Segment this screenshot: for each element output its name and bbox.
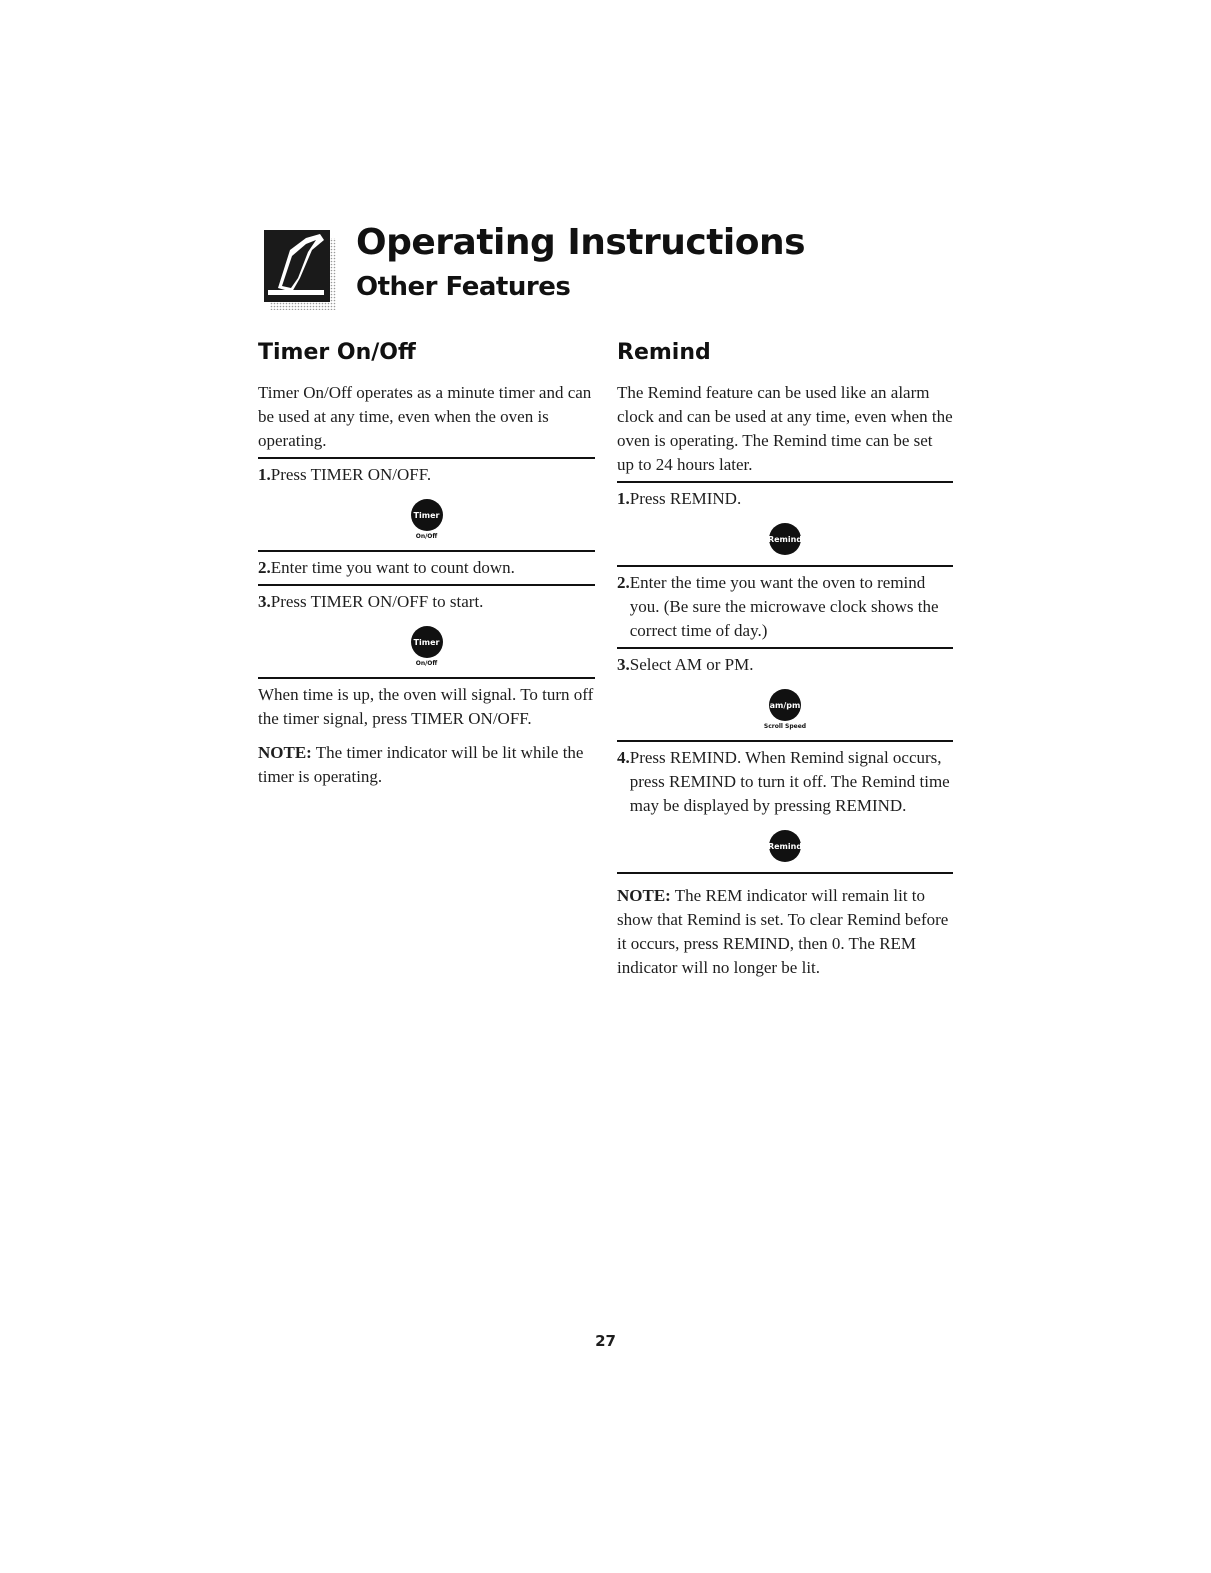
remind-intro: The Remind feature can be used like an alarm clock and can be used at any time, even when the oven is operating. The Remind time can be set up to 24 hours later. (617, 383, 953, 474)
timer-step-1 (258, 459, 595, 552)
ampm-button-illustration (617, 681, 953, 740)
remind-step-2 (617, 567, 953, 649)
timer-button-sublabel: On/Off (415, 660, 438, 667)
step-number: 1. (258, 465, 271, 484)
step-text: Enter the time you want the oven to remind you. (Be sure the microwave clock shows the correct time of day.) (629, 573, 939, 640)
remind-section (617, 340, 953, 980)
step-number: 4. (617, 748, 630, 767)
timer-note (258, 741, 595, 789)
timer-intro: Timer On/Off operates as a minute timer and can be used at any time, even when the oven is operating. (258, 383, 592, 450)
timer-intro-block (258, 381, 595, 459)
step-number: 2. (617, 573, 630, 592)
page-number: 27 (595, 1332, 616, 1350)
step-number: 3. (617, 655, 630, 674)
remind-button-icon: Remind (769, 523, 801, 555)
timer-button-illustration (258, 491, 595, 550)
remind-button-icon: Remind (769, 830, 801, 862)
step-text: Select AM or PM. (629, 655, 754, 674)
timer-button-sublabel: On/Off (415, 533, 438, 540)
page-title: Operating Instructions (356, 222, 806, 263)
remind-step-3 (617, 649, 953, 742)
note-text: The REM indicator will remain lit to show that Remind is set. To clear Remind before it occurs, press REMIND, then 0. The REM indicator will no longer be lit. (617, 886, 949, 977)
timer-section (258, 340, 595, 789)
remind-button-illustration (617, 822, 953, 872)
timer-button-icon: Timer (411, 626, 443, 658)
step-text: Press REMIND. When Remind signal occurs, press REMIND to turn it off. The Remind time may be displayed by pressing REMIND. (629, 748, 950, 815)
note-text: The timer indicator will be lit while the timer is operating. (258, 743, 584, 786)
hand-pointer-icon (264, 230, 336, 310)
timer-button-icon: Timer (411, 499, 443, 531)
remind-note (617, 884, 953, 980)
ampm-button-sublabel: Scroll Speed (763, 723, 807, 730)
step-text: Enter time you want to count down. (270, 558, 515, 577)
ampm-button-icon: am/pm (769, 689, 801, 721)
step-number: 1. (617, 489, 630, 508)
remind-step-4 (617, 742, 953, 874)
step-number: 2. (258, 558, 271, 577)
remind-button-illustration (617, 515, 953, 565)
step-text: Press TIMER ON/OFF to start. (270, 592, 484, 611)
timer-step-3 (258, 586, 595, 679)
timer-after-text: When time is up, the oven will signal. To turn off the timer signal, press TIMER ON/OFF. (258, 685, 594, 728)
page-subtitle: Other Features (356, 272, 571, 302)
note-label: NOTE: (258, 743, 312, 762)
step-number: 3. (258, 592, 271, 611)
remind-intro-block (617, 381, 953, 483)
timer-heading: Timer On/Off (258, 340, 416, 365)
timer-step-2 (258, 552, 595, 586)
remind-step-1 (617, 483, 953, 567)
step-text: Press TIMER ON/OFF. (270, 465, 432, 484)
timer-button-illustration (258, 618, 595, 677)
step-text: Press REMIND. (629, 489, 742, 508)
note-label: NOTE: (617, 886, 671, 905)
remind-heading: Remind (617, 340, 711, 365)
